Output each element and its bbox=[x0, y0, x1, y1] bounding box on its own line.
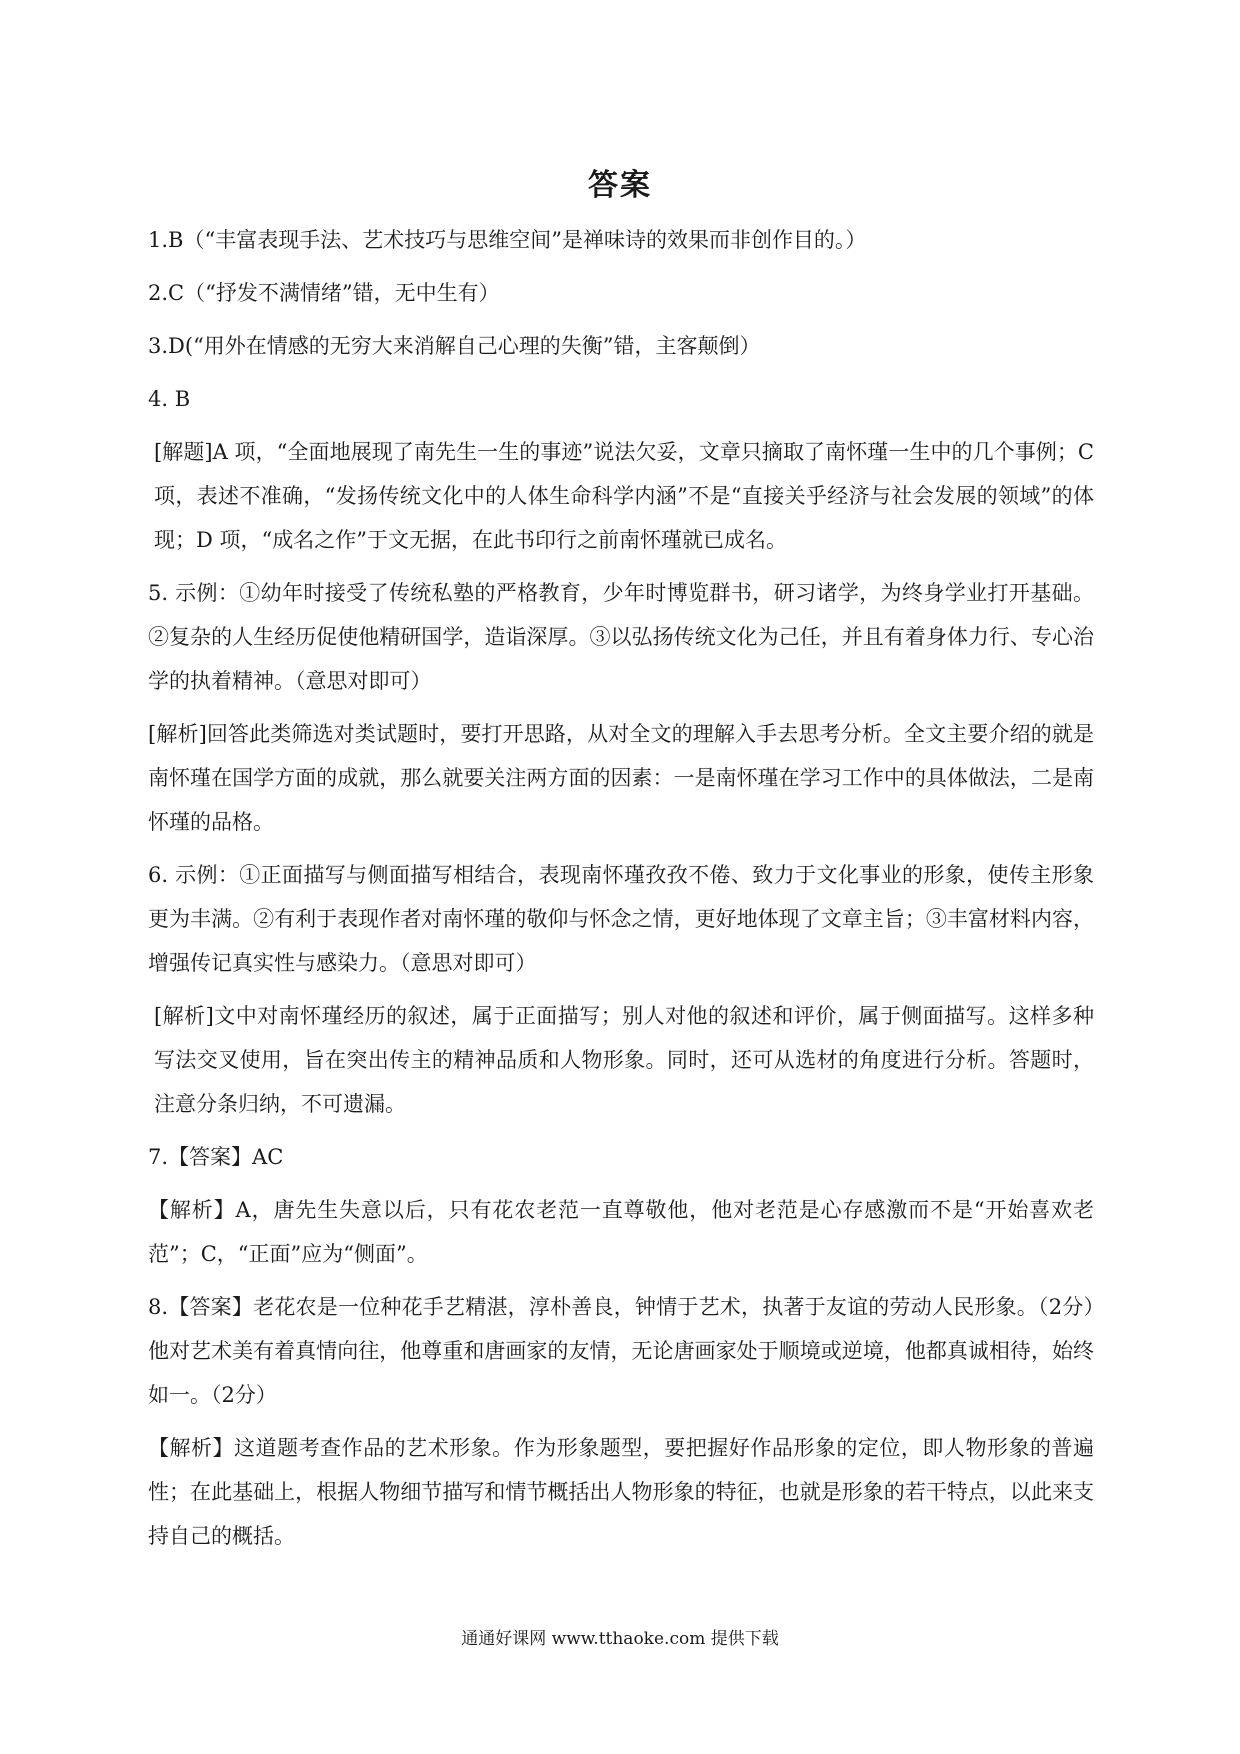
answer-1: 1.B（“丰富表现手法、艺术技巧与思维空间”是禅味诗的效果而非创作目的。） bbox=[148, 228, 867, 252]
answer-5: 5. 示例：①幼年时接受了传统私塾的严格教育，少年时博览群书，研习诸学，为终身学业打开基础。②复杂的人生经历促使他精研国学，造诣深厚。③以弘扬传统文化为己任，并且有着身体力行、专心治学的执着精神。（意思对即可） bbox=[148, 581, 1094, 693]
explanation-4: [解题]A 项，“全面地展现了南先生一生的事迹”说法欠妥，文章只摘取了南怀瑾一生中的几个事例；C 项，表述不准确，“发扬传统文化中的人体生命科学内涵”不是“直接关乎经济与社会发展的领域”的体现；D 项，“成名之作”于文无据，在此书印行之前南怀瑾就已成名。 bbox=[154, 440, 1094, 552]
answer-8: 8.【答案】老花农是一位种花手艺精湛，淳朴善良，钟情于艺术，执著于友谊的劳动人民形象。（2分）他对艺术美有着真情向往，他尊重和唐画家的友情，无论唐画家处于顺境或逆境，他都真诚相待，始终如一。（2分） bbox=[148, 1295, 1094, 1407]
answer-6: 6. 示例：①正面描写与侧面描写相结合，表现南怀瑾孜孜不倦、致力于文化事业的形象，使传主形象更为丰满。②有利于表现作者对南怀瑾的敬仰与怀念之情，更好地体现了文章主旨；③丰富材料内容，增强传记真实性与感染力。（意思对即可） bbox=[148, 863, 1094, 975]
explanation-8: 【解析】这道题考查作品的艺术形象。作为形象题型，要把握好作品形象的定位，即人物形象的普遍性；在此基础上，根据人物细节描写和情节概括出人物形象的特征，也就是形象的若干特点，以此来支持自己的概括。 bbox=[148, 1436, 1094, 1548]
answer-3: 3.D(“用外在情感的无穷大来消解自己心理的失衡”错，主客颠倒） bbox=[148, 334, 761, 358]
answer-content bbox=[148, 218, 1094, 1567]
explanation-5: [解析]回答此类筛选对类试题时，要打开思路，从对全文的理解入手去思考分析。全文主要介绍的就是南怀瑾在国学方面的成就，那么就要关注两方面的因素：一是南怀瑾在学习工作中的具体做法，二是南怀瑾的品格。 bbox=[148, 722, 1094, 834]
answer-4: 4. B bbox=[148, 387, 191, 411]
page-title: 答案 bbox=[588, 168, 652, 203]
answer-2: 2.C（“抒发不满情绪”错，无中生有） bbox=[148, 281, 500, 305]
answer-7: 7.【答案】AC bbox=[148, 1145, 284, 1169]
explanation-6: [解析]文中对南怀瑾经历的叙述，属于正面描写；别人对他的叙述和评价，属于侧面描写。这样多种写法交叉使用，旨在突出传主的精神品质和人物形象。同时，还可从选材的角度进行分析。答题时，注意分条归纳，不可遗漏。 bbox=[154, 1004, 1094, 1116]
explanation-7: 【解析】A，唐先生失意以后，只有花农老范一直尊敬他，他对老范是心存感激而不是“开始喜欢老范”；C，“正面”应为“侧面”。 bbox=[148, 1198, 1094, 1266]
page-footer: 通通好课网 www.tthaoke.com 提供下载 bbox=[461, 1629, 779, 1649]
